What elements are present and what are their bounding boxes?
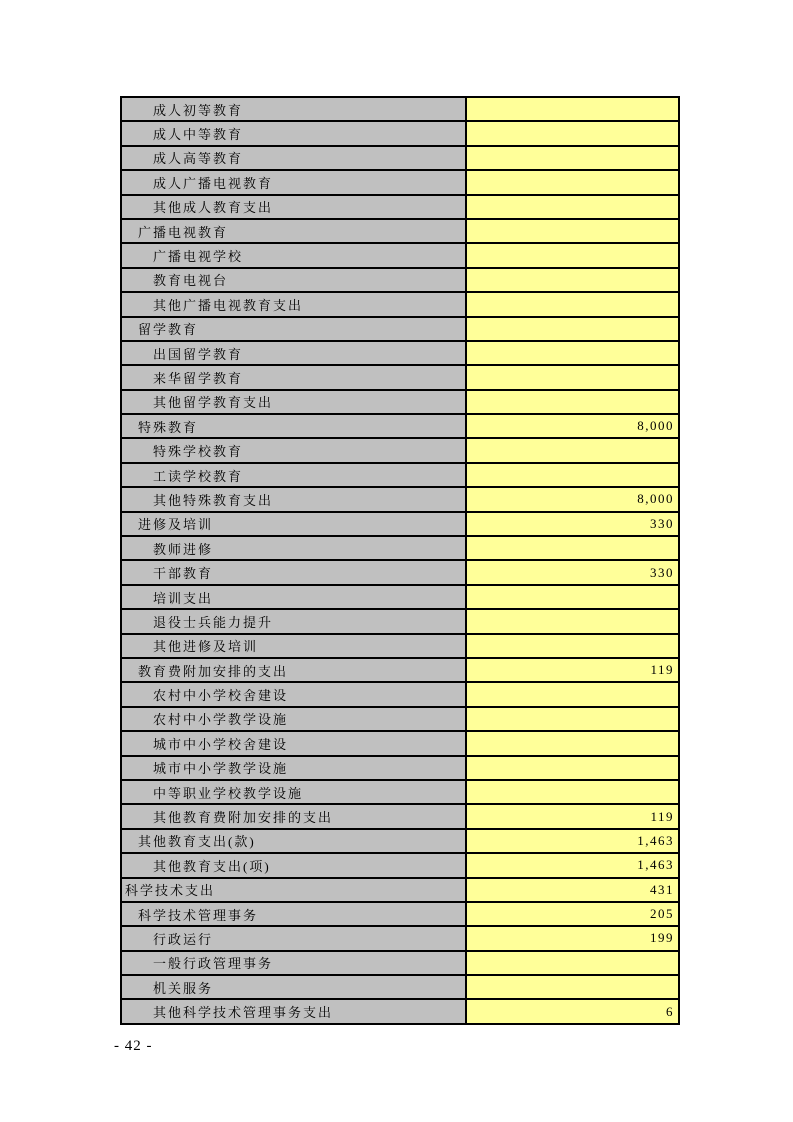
budget-table <box>120 96 680 1025</box>
table-row <box>122 952 678 976</box>
row-label: 其他成人教育支出 <box>122 196 467 218</box>
row-label: 成人高等教育 <box>122 147 467 169</box>
row-label: 培训支出 <box>122 586 467 608</box>
table-row <box>122 708 678 732</box>
row-label: 成人中等教育 <box>122 122 467 144</box>
row-label: 特殊教育 <box>122 415 467 437</box>
row-value <box>467 464 678 486</box>
table-row <box>122 903 678 927</box>
row-value <box>467 391 678 413</box>
row-label: 其他教育支出(项) <box>122 854 467 876</box>
row-label: 其他留学教育支出 <box>122 391 467 413</box>
table-row <box>122 171 678 195</box>
row-label: 教师进修 <box>122 537 467 559</box>
row-value: 205 <box>467 903 678 925</box>
table-row <box>122 781 678 805</box>
table-row <box>122 464 678 488</box>
row-label: 其他广播电视教育支出 <box>122 293 467 315</box>
row-value <box>467 781 678 803</box>
row-value <box>467 732 678 754</box>
row-value: 431 <box>467 879 678 901</box>
row-label: 科学技术管理事务 <box>122 903 467 925</box>
table-row <box>122 196 678 220</box>
row-value <box>467 635 678 657</box>
row-label: 出国留学教育 <box>122 342 467 364</box>
table-row <box>122 610 678 634</box>
row-value <box>467 683 678 705</box>
row-value: 8,000 <box>467 488 678 510</box>
table-row <box>122 1000 678 1022</box>
row-value <box>467 244 678 266</box>
table-row <box>122 293 678 317</box>
table-row <box>122 488 678 512</box>
row-label: 其他科学技术管理事务支出 <box>122 1000 467 1022</box>
table-row <box>122 269 678 293</box>
row-label: 工读学校教育 <box>122 464 467 486</box>
row-value <box>467 147 678 169</box>
row-value: 330 <box>467 513 678 535</box>
table-row <box>122 220 678 244</box>
row-label: 教育电视台 <box>122 269 467 291</box>
table-row <box>122 757 678 781</box>
table-row <box>122 805 678 829</box>
row-label: 退役士兵能力提升 <box>122 610 467 632</box>
table-row <box>122 342 678 366</box>
table-row <box>122 98 678 122</box>
table-row <box>122 854 678 878</box>
row-value <box>467 952 678 974</box>
table-row <box>122 927 678 951</box>
row-value <box>467 220 678 242</box>
row-label: 留学教育 <box>122 318 467 340</box>
table-row <box>122 147 678 171</box>
row-value <box>467 269 678 291</box>
table-row <box>122 659 678 683</box>
table-row <box>122 683 678 707</box>
row-value <box>467 586 678 608</box>
row-label: 成人初等教育 <box>122 98 467 120</box>
row-label: 科学技术支出 <box>122 879 467 901</box>
table-row <box>122 830 678 854</box>
table-row <box>122 318 678 342</box>
row-label: 干部教育 <box>122 561 467 583</box>
row-value: 8,000 <box>467 415 678 437</box>
row-label: 来华留学教育 <box>122 366 467 388</box>
row-value <box>467 98 678 120</box>
row-label: 特殊学校教育 <box>122 439 467 461</box>
row-label: 机关服务 <box>122 976 467 998</box>
row-value <box>467 171 678 193</box>
table-row <box>122 586 678 610</box>
table-row <box>122 879 678 903</box>
row-label: 其他教育支出(款) <box>122 830 467 852</box>
row-value: 1,463 <box>467 830 678 852</box>
row-label: 行政运行 <box>122 927 467 949</box>
table-row <box>122 732 678 756</box>
row-label: 成人广播电视教育 <box>122 171 467 193</box>
page-number: - 42 - <box>114 1038 153 1054</box>
row-label: 城市中小学校舍建设 <box>122 732 467 754</box>
table-row <box>122 415 678 439</box>
row-value <box>467 610 678 632</box>
row-value <box>467 122 678 144</box>
row-value: 119 <box>467 659 678 681</box>
row-value <box>467 318 678 340</box>
row-value <box>467 708 678 730</box>
row-value <box>467 366 678 388</box>
row-label: 农村中小学校舍建设 <box>122 683 467 705</box>
row-value: 330 <box>467 561 678 583</box>
row-label: 其他教育费附加安排的支出 <box>122 805 467 827</box>
row-value <box>467 439 678 461</box>
row-label: 其他进修及培训 <box>122 635 467 657</box>
row-value <box>467 537 678 559</box>
row-value <box>467 757 678 779</box>
table-row <box>122 122 678 146</box>
row-label: 城市中小学教学设施 <box>122 757 467 779</box>
table-row <box>122 244 678 268</box>
row-label: 教育费附加安排的支出 <box>122 659 467 681</box>
row-value: 199 <box>467 927 678 949</box>
table-row <box>122 976 678 1000</box>
table-row <box>122 391 678 415</box>
table-row <box>122 635 678 659</box>
row-value <box>467 196 678 218</box>
row-label: 中等职业学校教学设施 <box>122 781 467 803</box>
row-value <box>467 293 678 315</box>
row-value <box>467 976 678 998</box>
row-value <box>467 342 678 364</box>
row-label: 广播电视学校 <box>122 244 467 266</box>
row-label: 进修及培训 <box>122 513 467 535</box>
table-row <box>122 561 678 585</box>
row-label: 一般行政管理事务 <box>122 952 467 974</box>
row-label: 其他特殊教育支出 <box>122 488 467 510</box>
table-row <box>122 366 678 390</box>
table-row <box>122 513 678 537</box>
row-label: 农村中小学教学设施 <box>122 708 467 730</box>
row-value: 1,463 <box>467 854 678 876</box>
row-value: 119 <box>467 805 678 827</box>
table-row <box>122 537 678 561</box>
table-row <box>122 439 678 463</box>
row-label: 广播电视教育 <box>122 220 467 242</box>
row-value: 6 <box>467 1000 678 1022</box>
